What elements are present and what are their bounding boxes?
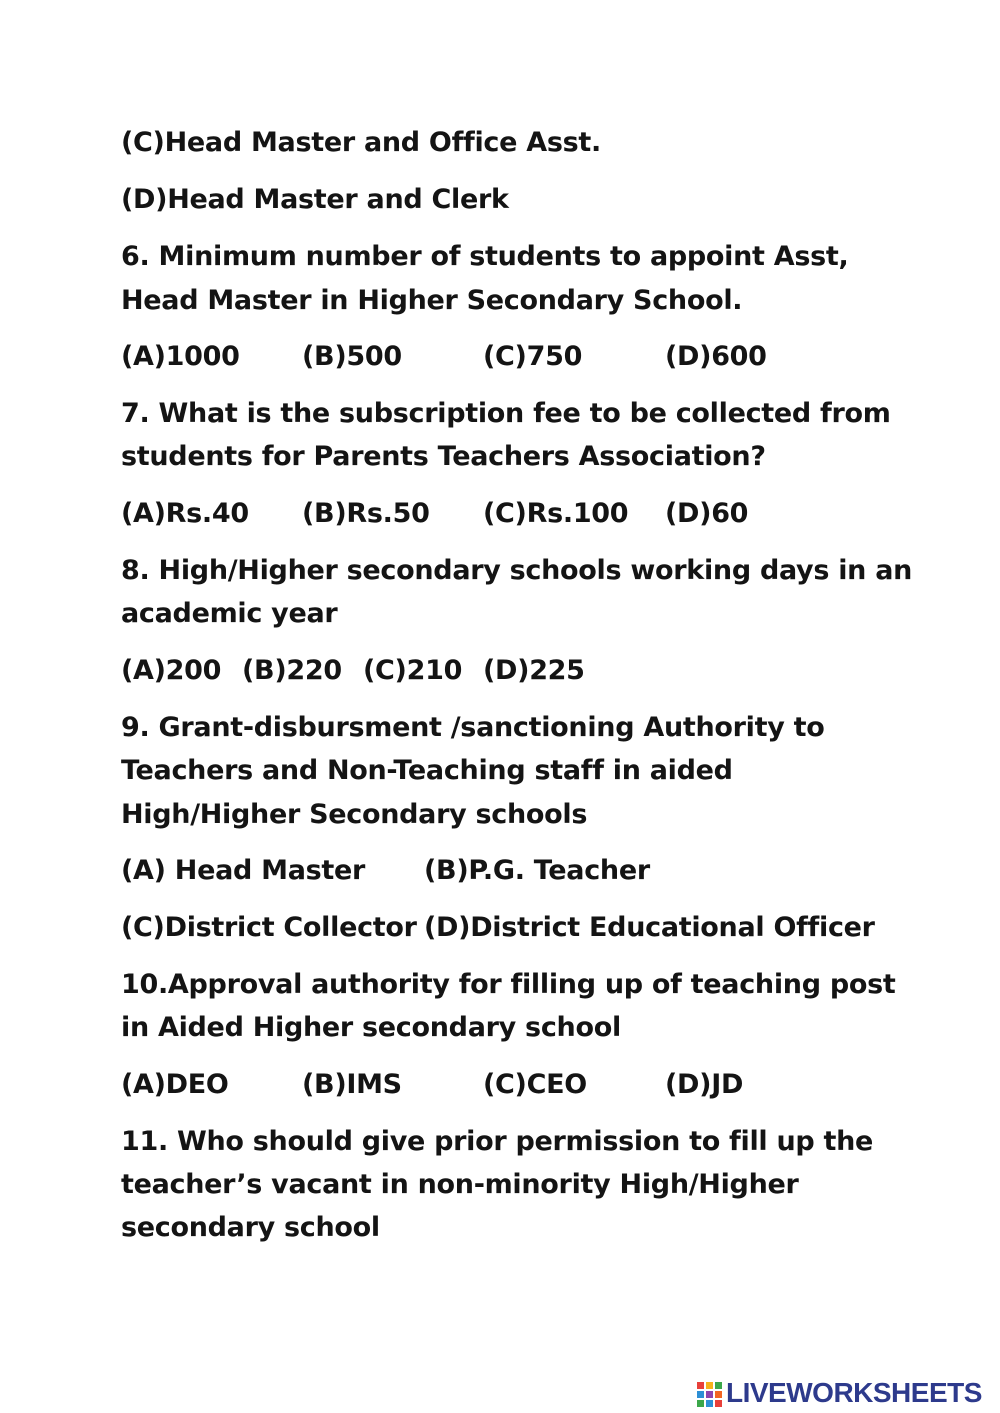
q7-option-b: (B)Rs.50	[302, 498, 430, 529]
q6-option-a: (A)1000	[121, 341, 240, 372]
q6-text-line-2: Head Master in Higher Secondary School.	[121, 285, 743, 316]
liveworksheets-logo-text: LIVEWORKSHEETS	[726, 1377, 982, 1408]
q8-option-a: (A)200	[121, 655, 222, 686]
q7-text-line-2: students for Parents Teachers Association?	[121, 441, 766, 472]
logo-square-4	[697, 1391, 704, 1398]
q7-option-d: (D)60	[665, 498, 749, 529]
q6-option-b: (B)500	[302, 341, 402, 372]
q8-option-c: (C)210	[363, 655, 463, 686]
liveworksheets-logo-icon	[697, 1380, 723, 1406]
q7-option-c: (C)Rs.100	[483, 498, 629, 529]
q8-option-d: (D)225	[483, 655, 585, 686]
logo-square-7	[697, 1400, 704, 1407]
logo-square-2	[706, 1382, 713, 1389]
logo-square-8	[706, 1400, 713, 1407]
q10-option-c: (C)CEO	[483, 1069, 587, 1100]
q9-text-line-2: Teachers and Non-Teaching staff in aided	[121, 755, 733, 786]
q10-option-d: (D)JD	[665, 1069, 744, 1100]
q9-option-b: (B)P.G. Teacher	[424, 855, 650, 886]
q10-text-line-2: in Aided Higher secondary school	[121, 1012, 621, 1043]
q11-text-line-3: secondary school	[121, 1212, 380, 1243]
q10-option-b: (B)IMS	[302, 1069, 402, 1100]
liveworksheets-logo[interactable]	[697, 1377, 982, 1409]
q6-text-line-1: 6. Minimum number of students to appoint Asst,	[121, 241, 849, 272]
q9-option-a: (A) Head Master	[121, 855, 366, 886]
q9-text-line-1: 9. Grant-disbursment /sanctioning Authority to	[121, 712, 825, 743]
logo-square-6	[715, 1391, 722, 1398]
q11-text-line-2: teacher’s vacant in non-minority High/Higher	[121, 1169, 799, 1200]
q10-option-a: (A)DEO	[121, 1069, 229, 1100]
q9-option-c: (C)District Collector	[121, 912, 417, 943]
q10-text-line-1: 10.Approval authority for filling up of teaching post	[121, 969, 896, 1000]
logo-square-9	[715, 1400, 722, 1407]
q8-text-line-2: academic year	[121, 598, 338, 629]
q6-option-d: (D)600	[665, 341, 767, 372]
q9-option-d: (D)District Educational Officer	[424, 912, 875, 943]
q6-option-c: (C)750	[483, 341, 583, 372]
logo-square-3	[715, 1382, 722, 1389]
logo-square-1	[697, 1382, 704, 1389]
q7-text-line-1: 7. What is the subscription fee to be collected from	[121, 398, 891, 429]
q5-option-d: (D)Head Master and Clerk	[121, 184, 509, 215]
q9-text-line-3: High/Higher Secondary schools	[121, 799, 588, 830]
q8-text-line-1: 8. High/Higher secondary schools working days in an	[121, 555, 913, 586]
q5-option-c: (C)Head Master and Office Asst.	[121, 127, 601, 158]
q11-text-line-1: 11. Who should give prior permission to fill up the	[121, 1126, 874, 1157]
q7-option-a: (A)Rs.40	[121, 498, 249, 529]
logo-square-5	[706, 1391, 713, 1398]
q8-option-b: (B)220	[242, 655, 342, 686]
